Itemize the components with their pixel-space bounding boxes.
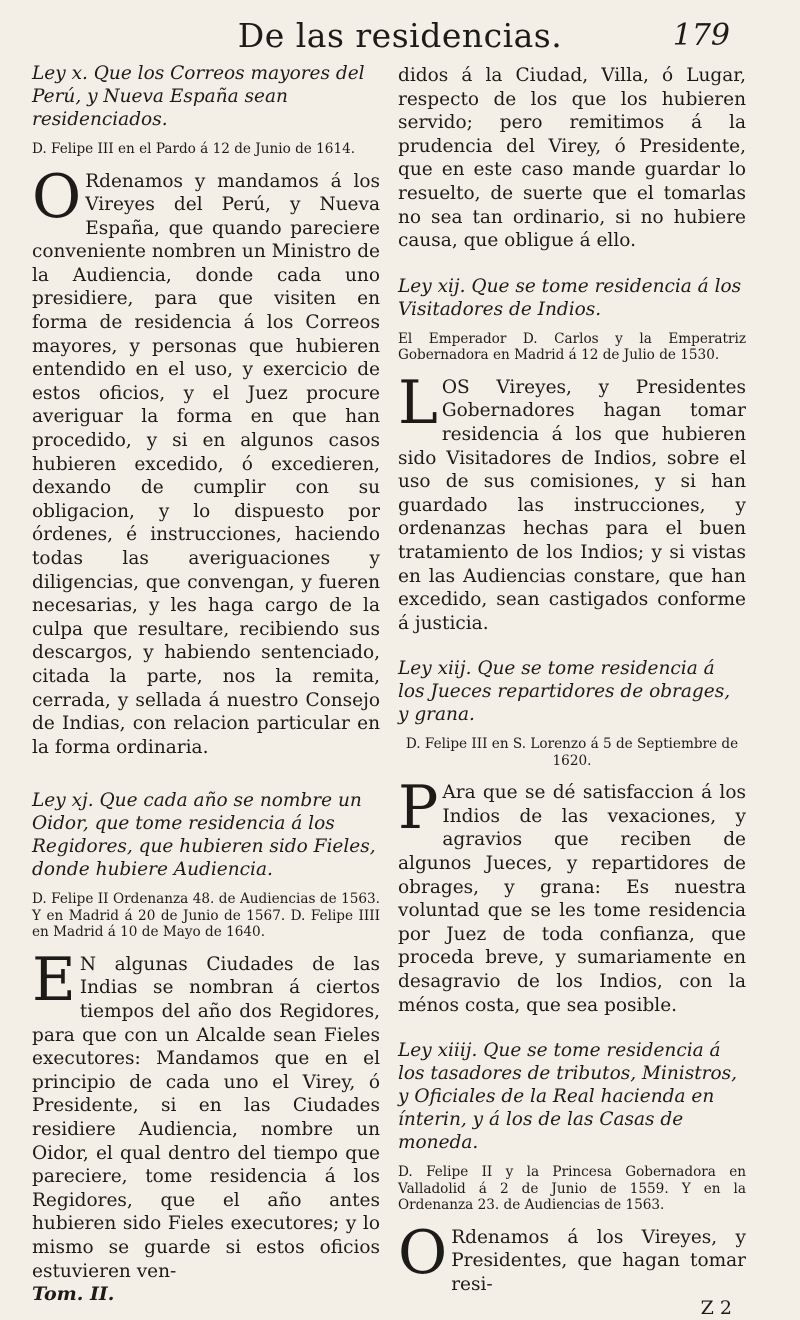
law-text bbox=[398, 781, 746, 1017]
law-source: D. Felipe III en el Pardo á 12 de Junio de 1614. bbox=[32, 141, 380, 158]
law-source: D. Felipe II y la Princesa Gobernadora en Valladolid á 2 de Junio de 1559. Y en la Ordenanza 23. de Audiencias de 1563. bbox=[398, 1164, 746, 1214]
drop-cap: L bbox=[398, 378, 438, 428]
law-text bbox=[32, 953, 380, 1283]
volume-footer: Tom. II. bbox=[32, 1283, 380, 1307]
law-source: D. Felipe II Ordenanza 48. de Audiencias de 1563. Y en Madrid á 20 de Junio de 1567. D. Felipe IIII en Madrid á 10 de Mayo de 1640. bbox=[32, 891, 380, 941]
drop-cap: O bbox=[32, 172, 81, 222]
law-section bbox=[32, 62, 380, 759]
law-title: Ley xj. Que cada año se nombre un Oidor, que tome residencia á los Regidores, que hubieren sido Fieles, donde hubiere Audiencia. bbox=[32, 789, 380, 881]
law-text bbox=[398, 376, 746, 636]
law-body: N algunas Ciudades de las Indias se nombran á ciertos tiempos del año dos Regidores, para que con un Alcalde sean Fieles executores: Mandamos que en el principio de cada uno el Virey, ó Presidente, si en las Ciudades residiere Audiencia, nombre un Oidor, el qual dentro del tiempo que pareciere, tome residencia á los Regidores, que el año antes hubieren sido Fieles executores; y lo mismo se guarde si estos oficios estuvieren ven- bbox=[32, 954, 380, 1282]
law-title: Ley xiij. Que se tome residencia á los Jueces repartidores de obrages, y grana. bbox=[398, 657, 746, 726]
drop-cap: E bbox=[32, 955, 76, 1005]
law-section bbox=[398, 275, 746, 636]
drop-cap: O bbox=[398, 1228, 447, 1278]
law-section bbox=[398, 657, 746, 1017]
law-title: Ley xiiij. Que se tome residencia á los tasadores de tributos, Ministros, y Oficiales de la Real hacienda en ínterin, y á los de las Casas de moneda. bbox=[398, 1039, 746, 1154]
law-body: Rdenamos y mandamos á los Vireyes del Perú, y Nueva España, que quando pareciere conveniente nombren un Ministro de la Audiencia, donde cada uno presidiere, para que visiten en forma de residencia á los Correos mayores, y personas que hubieren entendido en el uso, y exercicio de estos oficios, y el Juez procure averiguar la forma en que han procedido, y si en algunos casos hubieren excedido, ó excedieren, dexando de cumplir con su obligacion, y lo dispuesto por órdenes, é instrucciones, haciendo todas las averiguaciones y diligencias, que convengan, y fueren necesarias, y les haga cargo de la culpa que resultare, recibiendo sus descargos, y habiendo sentenciado, citada la parte, nos la remita, cerrada, y sellada á nuestro Consejo de Indias, con relacion particular en la forma ordinaria. bbox=[32, 171, 380, 758]
law-source: D. Felipe III en S. Lorenzo á 5 de Septiembre de 1620. bbox=[398, 736, 746, 769]
law-title: Ley x. Que los Correos mayores del Perú, y Nueva España sean residenciados. bbox=[32, 62, 380, 131]
drop-cap: P bbox=[398, 783, 438, 833]
page-header bbox=[0, 14, 800, 58]
running-title: De las residencias. bbox=[0, 16, 800, 55]
law-title: Ley xij. Que se tome residencia á los Visitadores de Indios. bbox=[398, 275, 746, 321]
law-section bbox=[398, 1039, 746, 1296]
law-source: El Emperador D. Carlos y la Emperatriz Gobernadora en Madrid á 12 de Julio de 1530. bbox=[398, 331, 746, 364]
law-body: OS Vireyes, y Presidentes Gobernadores hagan tomar residencia á los que hubieren sido Visitadores de Indios, sobre el uso de sus comisiones, y si han guardado las instrucciones, y ordenanzas hechas para el buen tratamiento de los Indios; y si vistas en las Audiencias constare, que han excedido, sean castigados conforme á justicia. bbox=[398, 377, 746, 634]
signature-mark: Z 2 bbox=[398, 1297, 746, 1320]
law-section bbox=[32, 789, 380, 1283]
continuation-text: didos á la Ciudad, Villa, ó Lugar, respecto de los que los hubieren servido; pero remitimos á la prudencia del Virey, ó Presidente, que en este caso mande guardar lo resuelto, de suerte que el tomarlas no sea tan ordinario, si no hubiere causa, que obligue á ello. bbox=[398, 64, 746, 253]
law-text bbox=[32, 170, 380, 760]
law-body: Ara que se dé satisfaccion á los Indios de las vexaciones, y agravios que reciben de algunos Jueces, y repartidores de obrages, y grana: Es nuestra voluntad que se les tome residencia por Juez de toda confianza, que proceda breve, y sumariamente en desagravio de los Indios, con la ménos costa, que sea posible. bbox=[398, 782, 746, 1015]
right-column bbox=[398, 64, 746, 1320]
law-text bbox=[398, 1226, 746, 1297]
left-column bbox=[32, 62, 380, 1307]
page-number: 179 bbox=[673, 18, 730, 53]
law-body: Rdenamos á los Vireyes, y Presidentes, que hagan tomar resi- bbox=[451, 1227, 746, 1295]
